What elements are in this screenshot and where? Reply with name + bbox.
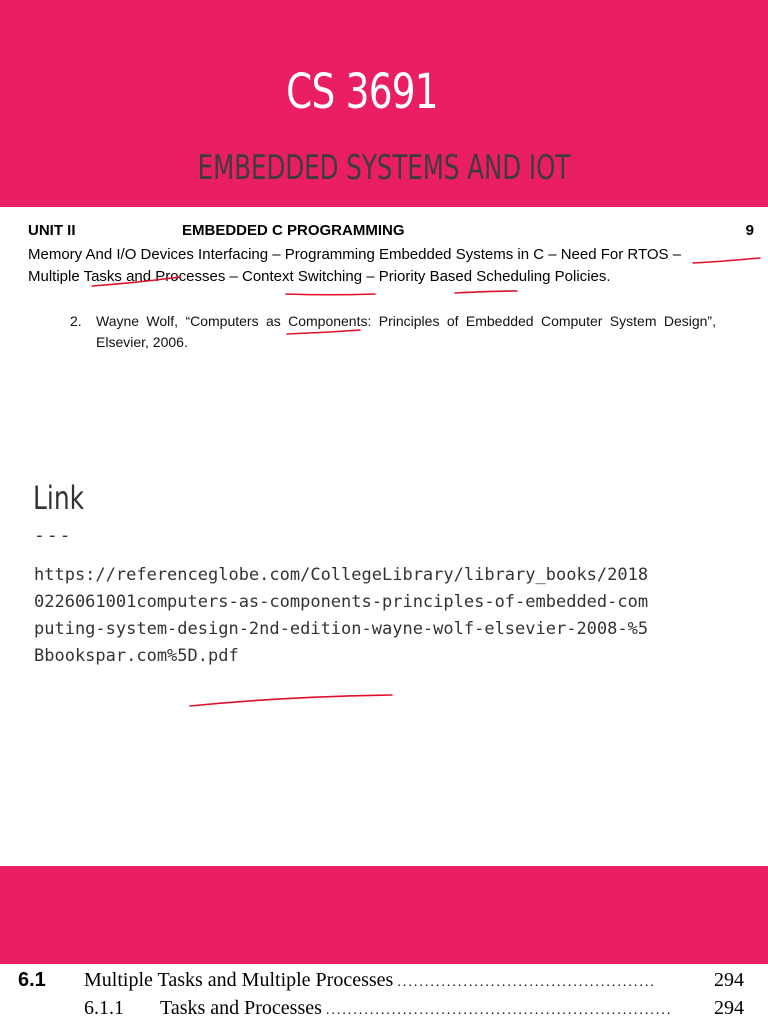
underline-url xyxy=(190,695,392,706)
toc-entry-title: Tasks and Processes xyxy=(160,997,322,1019)
toc-entry xyxy=(84,994,744,1022)
toc-entry-page: 294 xyxy=(714,997,744,1019)
toc-entry-title: Multiple Tasks and Multiple Processes xyxy=(84,969,394,991)
footer-banner xyxy=(0,866,768,964)
link-divider: --- xyxy=(34,525,73,546)
toc-leader-dots: ............................................................... xyxy=(325,1003,673,1018)
course-title: EMBEDDED SYSTEMS AND IOT xyxy=(197,148,571,188)
reference-text: Wayne Wolf, “Computers as Components: Principles of Embedded Computer System Design”, Elsevier, 2006. xyxy=(96,313,716,350)
unit-label: UNIT II xyxy=(28,222,76,239)
syllabus-excerpt xyxy=(0,207,768,367)
reference-number: 2. xyxy=(70,313,82,329)
table-of-contents-excerpt xyxy=(0,964,768,1024)
header-banner xyxy=(0,0,768,207)
unit-hours: 9 xyxy=(745,222,754,239)
course-code: CS 3691 xyxy=(286,64,438,120)
toc-entry xyxy=(18,966,744,994)
toc-entry-number: 6.1.1 xyxy=(84,997,124,1019)
reference-url-link[interactable]: https://referenceglobe.com/CollegeLibrary/library_books/2018 0226061001computers-as-components-principles-of-embedded-com puting-system-design-2nd-edition-wayne-wolf-elsevier-2008-%5 Bbookspar.com%5D.pdf xyxy=(34,565,649,666)
link-heading: Link xyxy=(33,479,85,517)
toc-entry-number: 6.1 xyxy=(18,969,46,991)
unit-description: Memory And I/O Devices Interfacing – Programming Embedded Systems in C – Need For RTOS – Multiple Tasks and Processes – Context Switching – Priority Based Scheduling Policies. xyxy=(28,246,682,285)
unit-header-row xyxy=(28,222,756,242)
toc-entry-page: 294 xyxy=(714,969,744,991)
unit-title: EMBEDDED C PROGRAMMING xyxy=(182,222,405,239)
toc-leader-dots: ............................................... xyxy=(397,975,656,990)
